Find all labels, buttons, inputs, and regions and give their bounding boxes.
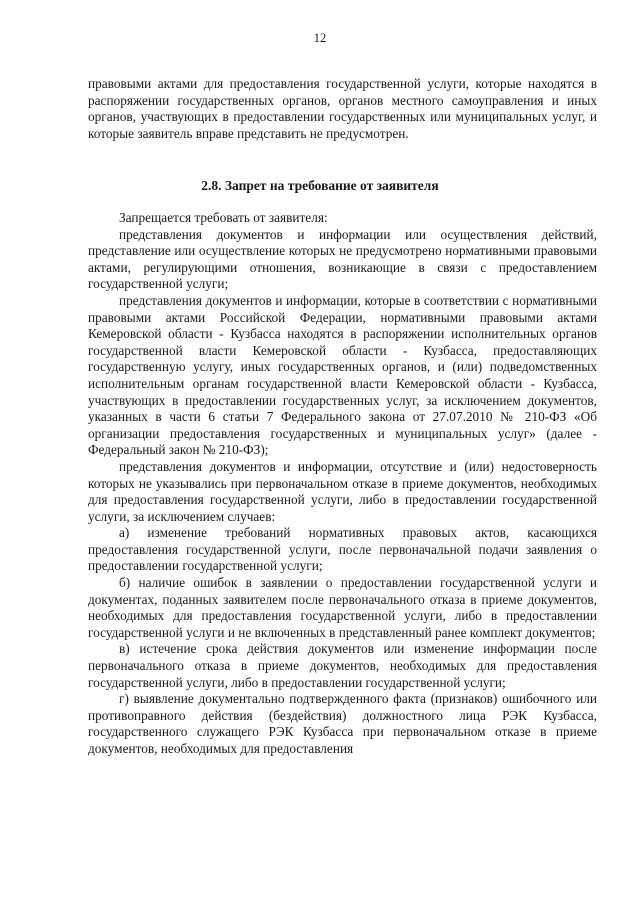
paragraph-intro: Запрещается требовать от заявителя:: [119, 210, 328, 225]
section-body: [88, 210, 597, 758]
paragraph-case-a: а) изменение требований нормативных правовых актов, касающихся предоставления государственной услуги, после первоначальной подачи заявления о предоставлении государственной услуги;: [88, 525, 597, 574]
section-heading: 2.8. Запрет на требование от заявителя: [201, 178, 439, 193]
page-number: 12: [313, 31, 327, 45]
continuation-paragraph-block: [88, 76, 597, 142]
paragraph-item-3: представления документов и информации, отсутствие и (или) недостоверность которых не указывались при первоначальном отказе в приеме документов, необходимых для предоставления государственной услуги, либо в предоставлении государственной услуги, за исключением случаев:: [88, 458, 597, 524]
continuation-paragraph: правовыми актами для предоставления государственной услуги, которые находятся в распоряжении государственных органов, органов местного самоуправления и иных органов, участвующих в предоставлении государственных или муниципальных услуг, и которые заявитель вправе представить не предусмотрен.: [88, 76, 597, 141]
paragraph-item-1: представления документов и информации или осуществления действий, представление или осуществление которых не предусмотрено нормативными правовыми актами, регулирующими отношения, возникающие в связи с предоставлением государственной услуги;: [88, 226, 597, 292]
paragraph-case-c: в) истечение срока действия документов или изменение информации после первоначального отказа в приеме документов, необходимых для предоставления государственной услуги, либо в предоставлении государственной услуги;: [88, 641, 597, 690]
paragraph-case-b: б) наличие ошибок в заявлении о предоставлении государственной услуги и документах, поданных заявителем после первоначального отказа в приеме документов, необходимых для предоставления государственной услуги, либо в предоставлении государственной услуги и не включенных в представленный ранее комплект документов;: [88, 575, 597, 640]
paragraph-item-2: представления документов и информации, которые в соответствии с нормативными правовыми актами Российской Федерации, нормативными правовыми актами Кемеровской области - Кузбасса находятся в распоряжении исполнительных органов государственной власти Кемеровской области - Кузбасса, предоставляющих государственную услугу, иных государственных органов, и (или) подведомственных исполнительным органам государственной власти Кемеровской области - Кузбасса, участвующих в предоставлении государственных услуг, за исключением документов, указанных в части 6 статьи 7 Федерального закона от 27.07.2010 № 210-ФЗ «Об организации предоставления государственных и муниципальных услуг» (далее - Федеральный закон № 210-ФЗ);: [88, 292, 597, 458]
paragraph-case-d: г) выявление документально подтвержденного факта (признаков) ошибочного или противоправного действия (бездействия) должностного лица РЭК Кузбасса, государственного служащего РЭК Кузбасса при первоначальном отказе в приеме документов, необходимых для предоставления: [88, 691, 597, 756]
